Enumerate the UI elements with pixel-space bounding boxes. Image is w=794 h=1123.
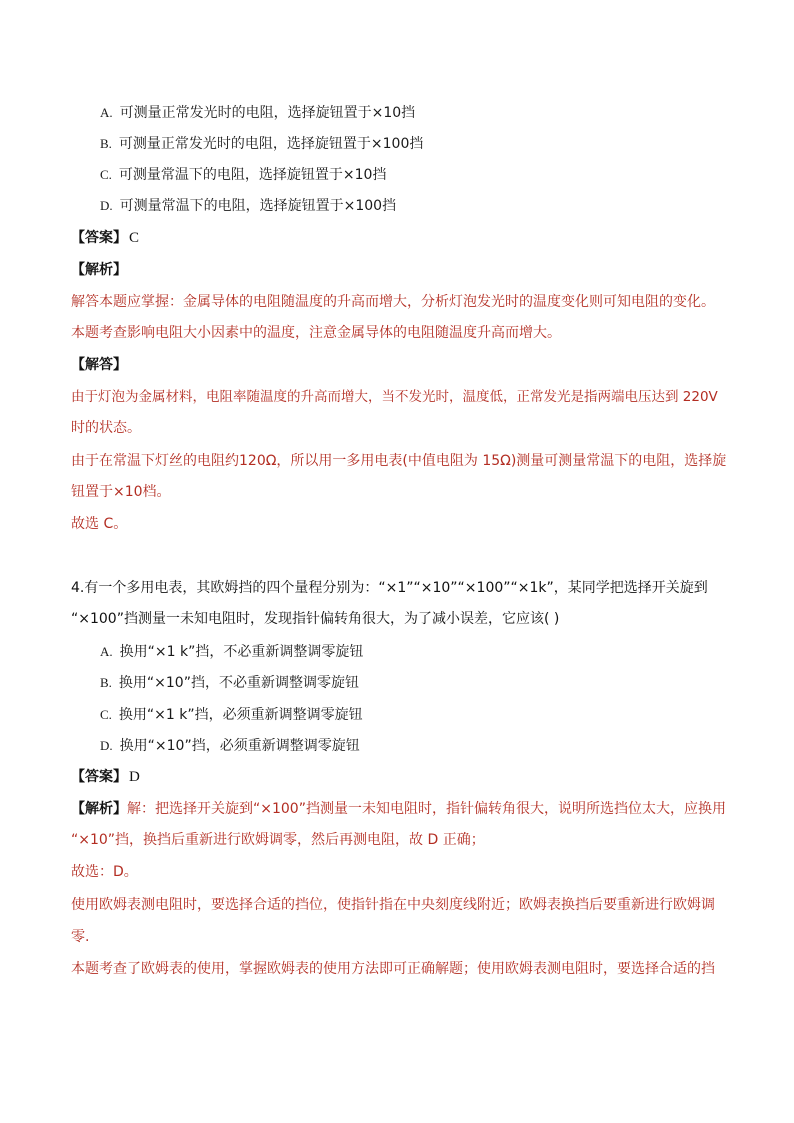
- option-text: 换用“×10”挡，必须重新调整调零旋钮: [119, 738, 360, 754]
- q4-analysis-line: 使用欧姆表测电阻时，要选择合适的挡位，使指针指在中央刻度线附近；欧姆表换挡后要重新进行欧姆调: [71, 897, 715, 913]
- q4-option-c: [100, 705, 363, 725]
- q3-analysis-line: 解答本题应掌握：金属导体的电阻随温度的升高而增大，分析灯泡发光时的温度变化则可知电阻的变化。: [71, 294, 715, 310]
- option-letter: A.: [100, 644, 113, 659]
- q3-option-b: [100, 134, 423, 154]
- answer-value: D: [129, 769, 140, 785]
- option-text: 换用“×1 k”挡，不必重新调整调零旋钮: [119, 644, 364, 660]
- q4-option-b: [100, 673, 359, 693]
- q3-option-c: [100, 165, 386, 185]
- q3-solution-line: 钮置于×10档。: [71, 484, 171, 500]
- option-letter: B.: [100, 675, 112, 690]
- q4-analysis-line: 零.: [71, 929, 90, 945]
- option-text: 可测量正常发光时的电阻，选择旋钮置于×10挡: [119, 105, 416, 121]
- q4-option-d: [100, 736, 360, 756]
- q3-solution-line: 由于在常温下灯丝的电阻约120Ω，所以用一多用电表(中值电阻为 15Ω)测量可测量常温下的电阻，选择旋: [71, 453, 727, 469]
- option-text: 可测量正常发光时的电阻，选择旋钮置于×100挡: [118, 136, 424, 152]
- option-letter: C.: [100, 167, 112, 182]
- option-letter: B.: [100, 136, 112, 151]
- q4-analysis-line: 本题考查了欧姆表的使用，掌握欧姆表的使用方法即可正确解题；使用欧姆表测电阻时，要选择合适的挡: [71, 961, 715, 977]
- option-text: 换用“×10”挡，不必重新调整调零旋钮: [118, 675, 359, 691]
- analysis-text: 解：把选择开关旋到“×100”挡测量一未知电阻时，指针偏转角很大，说明所选挡位太大，应换用: [127, 801, 726, 817]
- q4-analysis-line: “×10”挡，换挡后重新进行欧姆调零，然后再测电阻，故 D 正确；: [71, 832, 485, 848]
- q4-stem-line: 4.有一个多用电表，其欧姆挡的四个量程分别为：“×1”“×10”“×100”“×1k”，某同学把选择开关旋到: [71, 580, 708, 596]
- answer-tag: 【答案】: [71, 769, 127, 785]
- q4-stem-line: “×100”挡测量一未知电阻时，发现指针偏转角很大，为了减小误差，它应该( ): [71, 611, 560, 627]
- q3-analysis-tag: 【解析】: [71, 262, 127, 278]
- option-letter: C.: [100, 707, 112, 722]
- q4-option-a: [100, 642, 363, 662]
- option-text: 换用“×1 k”挡，必须重新调整调零旋钮: [118, 707, 363, 723]
- q3-solution-line: 由于灯泡为金属材料，电阻率随温度的升高而增大，当不发光时，温度低，正常发光是指两端电压达到 220V: [71, 389, 718, 405]
- option-letter: A.: [100, 105, 113, 120]
- q4-analysis-line: 故选：D。: [71, 864, 138, 880]
- answer-tag: 【答案】: [71, 230, 127, 246]
- q3-solution-line: 时的状态。: [71, 420, 141, 436]
- option-letter: D.: [100, 738, 113, 753]
- answer-value: C: [129, 230, 140, 246]
- q3-solution-tag: 【解答】: [71, 357, 127, 373]
- q3-option-d: [100, 196, 396, 216]
- option-text: 可测量常温下的电阻，选择旋钮置于×10挡: [118, 167, 387, 183]
- option-text: 可测量常温下的电阻，选择旋钮置于×100挡: [119, 198, 397, 214]
- option-letter: D.: [100, 198, 113, 213]
- q3-solution-line: 故选 C。: [71, 516, 128, 532]
- q3-analysis-line: 本题考查影响电阻大小因素中的温度，注意金属导体的电阻随温度升高而增大。: [71, 325, 561, 341]
- q4-answer: [71, 767, 140, 787]
- q3-answer: [71, 228, 139, 248]
- analysis-tag: 【解析】: [71, 801, 127, 817]
- q3-option-a: [100, 103, 415, 123]
- q4-analysis-first: [71, 799, 726, 819]
